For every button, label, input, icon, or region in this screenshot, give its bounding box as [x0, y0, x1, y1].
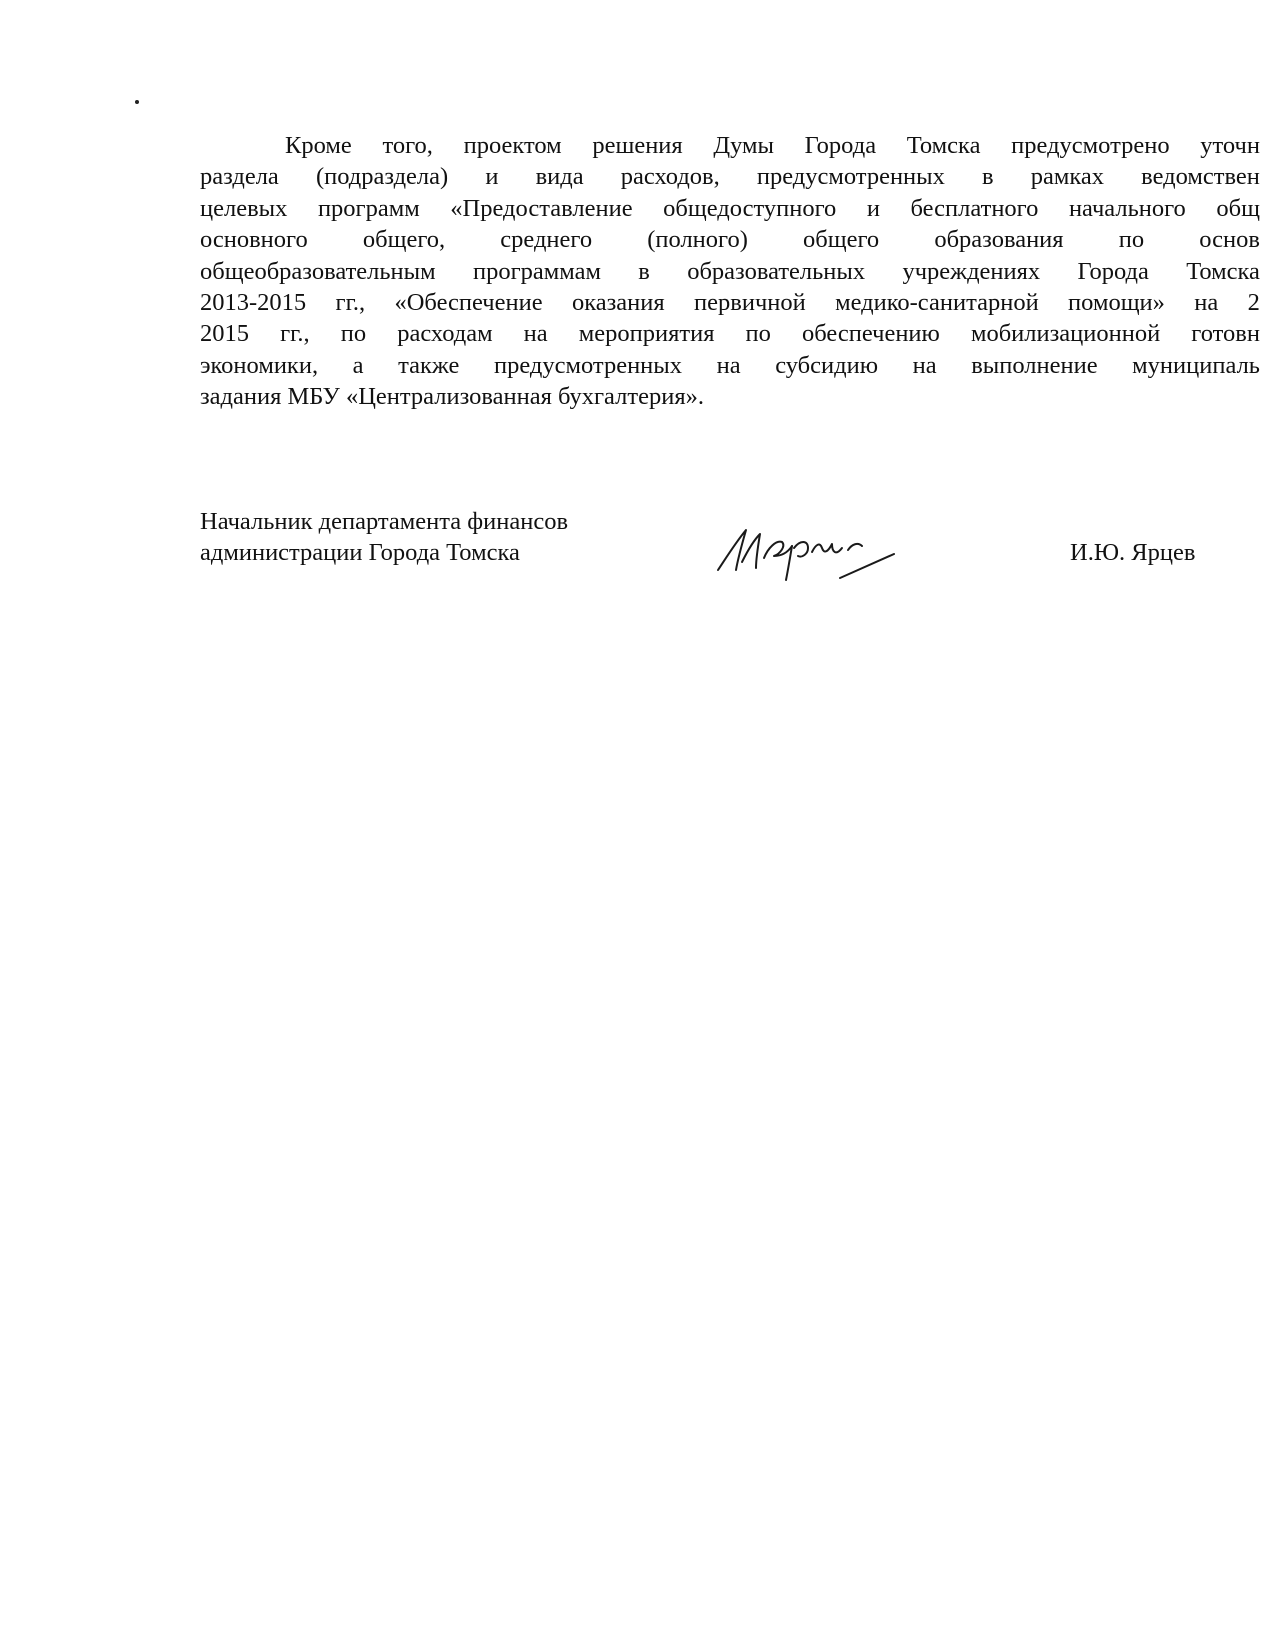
paragraph-word: по	[340, 320, 367, 348]
paragraph-word: бесплатного	[910, 194, 1039, 222]
signoff-block	[200, 506, 568, 568]
paragraph-word: 2	[1247, 289, 1260, 317]
paragraph-word: 2015	[200, 320, 249, 348]
paragraph-word: того,	[382, 132, 433, 159]
paragraph-line	[200, 130, 1260, 161]
paragraph-word: Томска	[906, 132, 981, 159]
paragraph-word: программ	[317, 194, 420, 222]
paragraph-line	[200, 287, 1260, 318]
signer-position-line-1: Начальник департамента финансов	[200, 508, 569, 535]
paragraph-word: мобилизационной	[970, 320, 1161, 348]
paragraph-word: Города	[804, 132, 877, 159]
paragraph-line	[200, 318, 1260, 349]
scan-speck	[135, 100, 139, 104]
paragraph-word: рамках	[1030, 163, 1105, 191]
paragraph-word: 2013-2015	[200, 289, 307, 317]
paragraph-word: предусмотрено	[1011, 132, 1170, 159]
handwritten-signature	[712, 518, 902, 588]
paragraph-word: обеспечению	[802, 320, 940, 348]
paragraph-word: субсидию	[775, 351, 878, 379]
paragraph-word: «Предоставление	[450, 194, 633, 222]
paragraph-word: готовн	[1191, 320, 1260, 348]
paragraph-word: гг.,	[280, 320, 310, 348]
paragraph-line	[200, 256, 1260, 287]
paragraph-word: и	[485, 163, 499, 191]
paragraph-word: гг.,	[335, 289, 366, 317]
paragraph-word: расходам	[397, 320, 493, 348]
paragraph-word: общедоступного	[663, 194, 837, 222]
paragraph-word: экономики,	[200, 351, 319, 379]
paragraph-word: среднего	[500, 226, 593, 254]
paragraph-word: мероприятия	[578, 320, 715, 348]
paragraph-word: по	[745, 320, 771, 348]
paragraph-word: раздела	[200, 163, 279, 191]
paragraph-line	[200, 193, 1260, 224]
paragraph-word: муниципаль	[1132, 351, 1260, 379]
paragraph-line: задания МБУ «Централизованная бухгалтерия».	[200, 383, 704, 411]
paragraph-word: Кроме	[285, 132, 352, 159]
signer-position-line-2: администрации Города Томска	[200, 539, 520, 566]
paragraph-line	[200, 224, 1260, 255]
paragraph-word: в	[982, 163, 994, 191]
paragraph-word: основ	[1199, 226, 1260, 254]
paragraph-word: на	[523, 320, 548, 348]
paragraph-word: также	[398, 351, 460, 379]
paragraph-word: образования	[934, 226, 1064, 254]
paragraph-word: целевых	[200, 194, 288, 222]
paragraph-word: учреждениях	[902, 257, 1041, 285]
signer-name: И.Ю. Ярцев	[1070, 539, 1196, 566]
paragraph-word: общего,	[362, 226, 446, 254]
paragraph-word: вида	[535, 163, 584, 191]
paragraph-word: ведомствен	[1141, 163, 1260, 191]
paragraph-word: в	[638, 257, 650, 285]
paragraph-word: первичной	[694, 289, 806, 317]
paragraph-word: по	[1118, 226, 1145, 254]
paragraph-word: выполнение	[971, 351, 1098, 379]
paragraph-word: на	[912, 351, 937, 379]
paragraph-word: проектом	[463, 132, 562, 159]
paragraph-word: Думы	[713, 132, 774, 159]
paragraph-word: а	[352, 351, 364, 379]
paragraph-word: программам	[472, 257, 601, 285]
paragraph-word: и	[866, 194, 880, 222]
paragraph-word: общего	[803, 226, 880, 254]
paragraph-word: на	[1194, 289, 1219, 317]
paragraph-word: (полного)	[647, 226, 748, 254]
paragraph-line	[200, 161, 1260, 192]
paragraph-word: решения	[592, 132, 683, 159]
paragraph-word: Города	[1077, 257, 1149, 285]
paragraph-word: предусмотренных	[756, 163, 945, 191]
paragraph-word: основного	[200, 226, 308, 254]
paragraph-word: образовательных	[687, 257, 866, 285]
paragraph-word: начального	[1068, 194, 1186, 222]
paragraph-word: на	[716, 351, 741, 379]
paragraph-word: медико-санитарной	[835, 289, 1039, 317]
paragraph-word: общеобразовательным	[200, 257, 436, 285]
paragraph-word: «Обеспечение	[394, 289, 543, 317]
paragraph-line	[200, 350, 1260, 381]
paragraph-word: предусмотренных	[494, 351, 682, 379]
paragraph-word: (подраздела)	[315, 163, 449, 191]
paragraph-word: помощи»	[1068, 289, 1165, 317]
paragraph-word: уточн	[1200, 132, 1260, 159]
paragraph-word: общ	[1216, 194, 1260, 222]
paragraph-word: расходов,	[620, 163, 720, 191]
body-paragraph	[200, 130, 1275, 413]
paragraph-word: оказания	[571, 289, 665, 317]
paragraph-word: Томска	[1186, 257, 1260, 285]
